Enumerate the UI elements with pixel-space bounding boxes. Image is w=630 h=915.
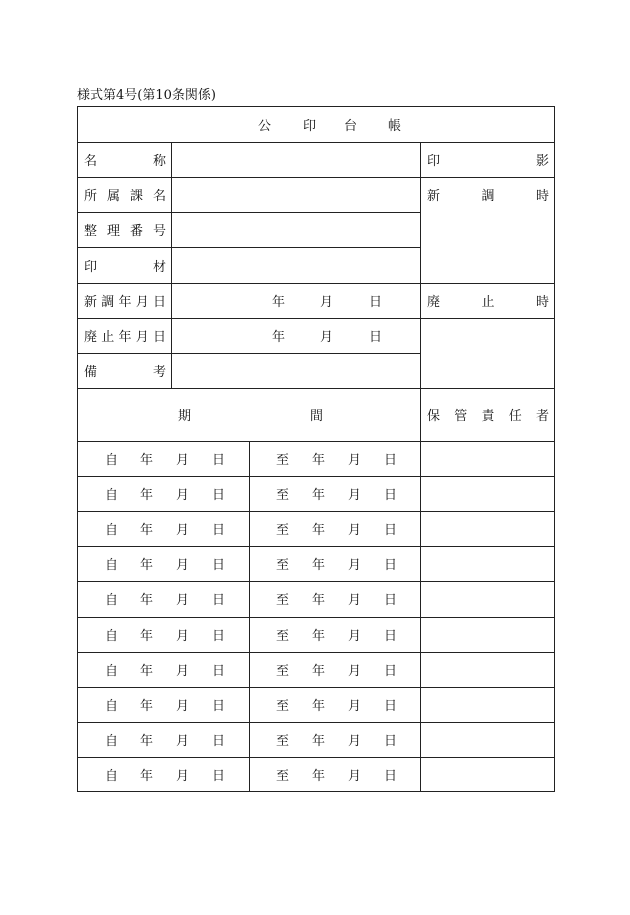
label-char: 責 bbox=[481, 409, 495, 424]
custodian-value[interactable] bbox=[421, 441, 554, 476]
table-title bbox=[78, 107, 554, 142]
period-month: 月 bbox=[348, 663, 362, 679]
period-month: 月 bbox=[176, 523, 190, 539]
serial-number-value[interactable] bbox=[172, 212, 419, 247]
period-day: 日 bbox=[384, 523, 398, 539]
period-day: 日 bbox=[212, 733, 226, 749]
seal-register-table bbox=[77, 106, 555, 792]
label-char: 止 bbox=[481, 295, 495, 310]
label-department bbox=[84, 177, 166, 212]
period-row bbox=[78, 722, 554, 757]
period-year: 年 bbox=[140, 488, 154, 504]
period-from: 自 bbox=[105, 698, 119, 714]
period-year: 年 bbox=[140, 523, 154, 539]
period-month: 月 bbox=[176, 698, 190, 714]
label-char: 保 bbox=[427, 409, 441, 424]
label-char: 時 bbox=[535, 189, 549, 204]
period-day: 日 bbox=[384, 768, 398, 784]
label-new-time bbox=[427, 177, 549, 212]
period-from: 自 bbox=[105, 453, 119, 469]
period-year: 年 bbox=[312, 698, 326, 714]
label-char: 者 bbox=[535, 409, 549, 424]
period-month: 月 bbox=[348, 768, 362, 784]
label-char: 月 bbox=[135, 330, 149, 345]
period-day: 日 bbox=[212, 558, 226, 574]
period-year: 年 bbox=[140, 663, 154, 679]
label-serial-number bbox=[84, 212, 166, 247]
period-row bbox=[78, 757, 554, 792]
period-year: 年 bbox=[312, 768, 326, 784]
label-char: 備 bbox=[84, 365, 98, 380]
label-char: 廃 bbox=[84, 330, 98, 345]
period-month: 月 bbox=[348, 523, 362, 539]
period-day: 日 bbox=[384, 488, 398, 504]
seal-material-value[interactable] bbox=[172, 247, 419, 283]
label-char: 課 bbox=[129, 189, 143, 204]
label-char: 整 bbox=[84, 224, 98, 239]
period-month: 月 bbox=[176, 453, 190, 469]
custodian-value[interactable] bbox=[421, 722, 554, 757]
period-to: 至 bbox=[276, 488, 290, 504]
label-char: 日 bbox=[152, 295, 166, 310]
title-char: 帳 bbox=[388, 119, 402, 134]
custodian-header bbox=[427, 388, 549, 441]
period-row bbox=[78, 652, 554, 687]
period-day: 日 bbox=[212, 663, 226, 679]
form-caption: 様式第4号(第10条関係) bbox=[77, 88, 216, 103]
label-char: 影 bbox=[535, 154, 549, 169]
label-char: 日 bbox=[152, 330, 166, 345]
label-char: 考 bbox=[152, 365, 166, 380]
period-year: 年 bbox=[312, 628, 326, 644]
period-month: 月 bbox=[348, 488, 362, 504]
name-value[interactable] bbox=[172, 142, 419, 177]
abolish-date-value[interactable]: 年 月 日 bbox=[272, 330, 383, 345]
period-row bbox=[78, 476, 554, 511]
period-month: 月 bbox=[176, 663, 190, 679]
remarks-value[interactable] bbox=[172, 353, 419, 388]
label-char: 所 bbox=[84, 189, 98, 204]
period-from: 自 bbox=[105, 628, 119, 644]
period-day: 日 bbox=[212, 768, 226, 784]
title-char: 印 bbox=[303, 119, 317, 134]
period-header: 期 間 bbox=[178, 409, 324, 424]
period-year: 年 bbox=[312, 733, 326, 749]
title-char: 公 bbox=[258, 119, 272, 134]
custodian-value[interactable] bbox=[421, 476, 554, 511]
period-month: 月 bbox=[176, 733, 190, 749]
period-day: 日 bbox=[212, 488, 226, 504]
period-year: 年 bbox=[312, 488, 326, 504]
label-abolish-time bbox=[427, 283, 549, 318]
period-day: 日 bbox=[384, 628, 398, 644]
label-char: 止 bbox=[101, 330, 115, 345]
period-day: 日 bbox=[384, 453, 398, 469]
period-to: 至 bbox=[276, 628, 290, 644]
period-from: 自 bbox=[105, 523, 119, 539]
period-day: 日 bbox=[212, 523, 226, 539]
label-char: 印 bbox=[84, 259, 98, 275]
period-year: 年 bbox=[140, 628, 154, 644]
period-month: 月 bbox=[176, 488, 190, 504]
period-month: 月 bbox=[176, 558, 190, 574]
period-year: 年 bbox=[140, 698, 154, 714]
period-row bbox=[78, 441, 554, 476]
period-year: 年 bbox=[140, 733, 154, 749]
label-char: 属 bbox=[106, 189, 120, 204]
period-day: 日 bbox=[384, 698, 398, 714]
period-to: 至 bbox=[276, 558, 290, 574]
label-char: 時 bbox=[535, 295, 549, 310]
period-month: 月 bbox=[176, 768, 190, 784]
period-year: 年 bbox=[140, 593, 154, 609]
label-char: 材 bbox=[152, 259, 166, 275]
period-year: 年 bbox=[140, 453, 154, 469]
custodian-value[interactable] bbox=[421, 546, 554, 581]
label-char: 称 bbox=[152, 154, 166, 169]
period-month: 月 bbox=[176, 593, 190, 609]
label-char: 番 bbox=[129, 224, 143, 239]
period-row bbox=[78, 546, 554, 581]
period-day: 日 bbox=[212, 698, 226, 714]
period-day: 日 bbox=[212, 453, 226, 469]
period-to: 至 bbox=[276, 768, 290, 784]
period-to: 至 bbox=[276, 593, 290, 609]
label-char: 印 bbox=[427, 154, 441, 169]
period-year: 年 bbox=[312, 663, 326, 679]
period-from: 自 bbox=[105, 593, 119, 609]
period-day: 日 bbox=[212, 593, 226, 609]
label-char: 調 bbox=[101, 295, 115, 310]
custodian-value[interactable] bbox=[421, 581, 554, 616]
period-row bbox=[78, 511, 554, 546]
label-seal-impression bbox=[427, 142, 549, 177]
label-char: 新 bbox=[84, 295, 98, 310]
abolish-seal-area[interactable] bbox=[421, 318, 554, 388]
label-char: 廃 bbox=[427, 295, 441, 310]
period-year: 年 bbox=[140, 558, 154, 574]
period-from: 自 bbox=[105, 558, 119, 574]
period-month: 月 bbox=[176, 628, 190, 644]
period-year: 年 bbox=[312, 523, 326, 539]
period-day: 日 bbox=[384, 593, 398, 609]
custodian-value[interactable] bbox=[421, 511, 554, 546]
label-abolish-date bbox=[84, 318, 166, 353]
period-year: 年 bbox=[312, 558, 326, 574]
period-to: 至 bbox=[276, 663, 290, 679]
period-month: 月 bbox=[348, 593, 362, 609]
new-date-value[interactable]: 年 月 日 bbox=[272, 295, 383, 310]
label-seal-material bbox=[84, 247, 166, 283]
label-char: 調 bbox=[481, 189, 495, 204]
label-char: 任 bbox=[508, 409, 522, 424]
label-char: 年 bbox=[118, 295, 132, 310]
label-char: 管 bbox=[454, 409, 468, 424]
label-remarks bbox=[84, 353, 166, 388]
period-to: 至 bbox=[276, 698, 290, 714]
custodian-value[interactable] bbox=[421, 757, 554, 792]
period-from: 自 bbox=[105, 768, 119, 784]
period-day: 日 bbox=[212, 628, 226, 644]
period-row bbox=[78, 581, 554, 616]
period-year: 年 bbox=[140, 768, 154, 784]
period-month: 月 bbox=[348, 453, 362, 469]
label-char: 新 bbox=[427, 189, 441, 204]
period-from: 自 bbox=[105, 733, 119, 749]
seal-impression-area[interactable] bbox=[421, 212, 554, 283]
period-month: 月 bbox=[348, 558, 362, 574]
label-char: 年 bbox=[118, 330, 132, 345]
custodian-value[interactable] bbox=[421, 652, 554, 687]
period-from: 自 bbox=[105, 488, 119, 504]
period-day: 日 bbox=[384, 663, 398, 679]
period-month: 月 bbox=[348, 733, 362, 749]
label-char: 名 bbox=[84, 154, 98, 169]
period-row bbox=[78, 617, 554, 652]
period-to: 至 bbox=[276, 733, 290, 749]
period-to: 至 bbox=[276, 523, 290, 539]
period-year: 年 bbox=[312, 593, 326, 609]
label-new-date bbox=[84, 283, 166, 318]
period-year: 年 bbox=[312, 453, 326, 469]
label-char: 理 bbox=[106, 224, 120, 239]
period-month: 月 bbox=[348, 628, 362, 644]
title-char: 台 bbox=[344, 119, 358, 134]
custodian-value[interactable] bbox=[421, 617, 554, 652]
custodian-value[interactable] bbox=[421, 687, 554, 722]
label-char: 月 bbox=[135, 295, 149, 310]
period-row bbox=[78, 687, 554, 722]
period-to: 至 bbox=[276, 453, 290, 469]
period-day: 日 bbox=[384, 558, 398, 574]
period-from: 自 bbox=[105, 663, 119, 679]
department-value[interactable] bbox=[172, 177, 419, 212]
period-day: 日 bbox=[384, 733, 398, 749]
period-month: 月 bbox=[348, 698, 362, 714]
label-char: 名 bbox=[152, 189, 166, 204]
label-name bbox=[84, 142, 166, 177]
label-char: 号 bbox=[152, 224, 166, 239]
